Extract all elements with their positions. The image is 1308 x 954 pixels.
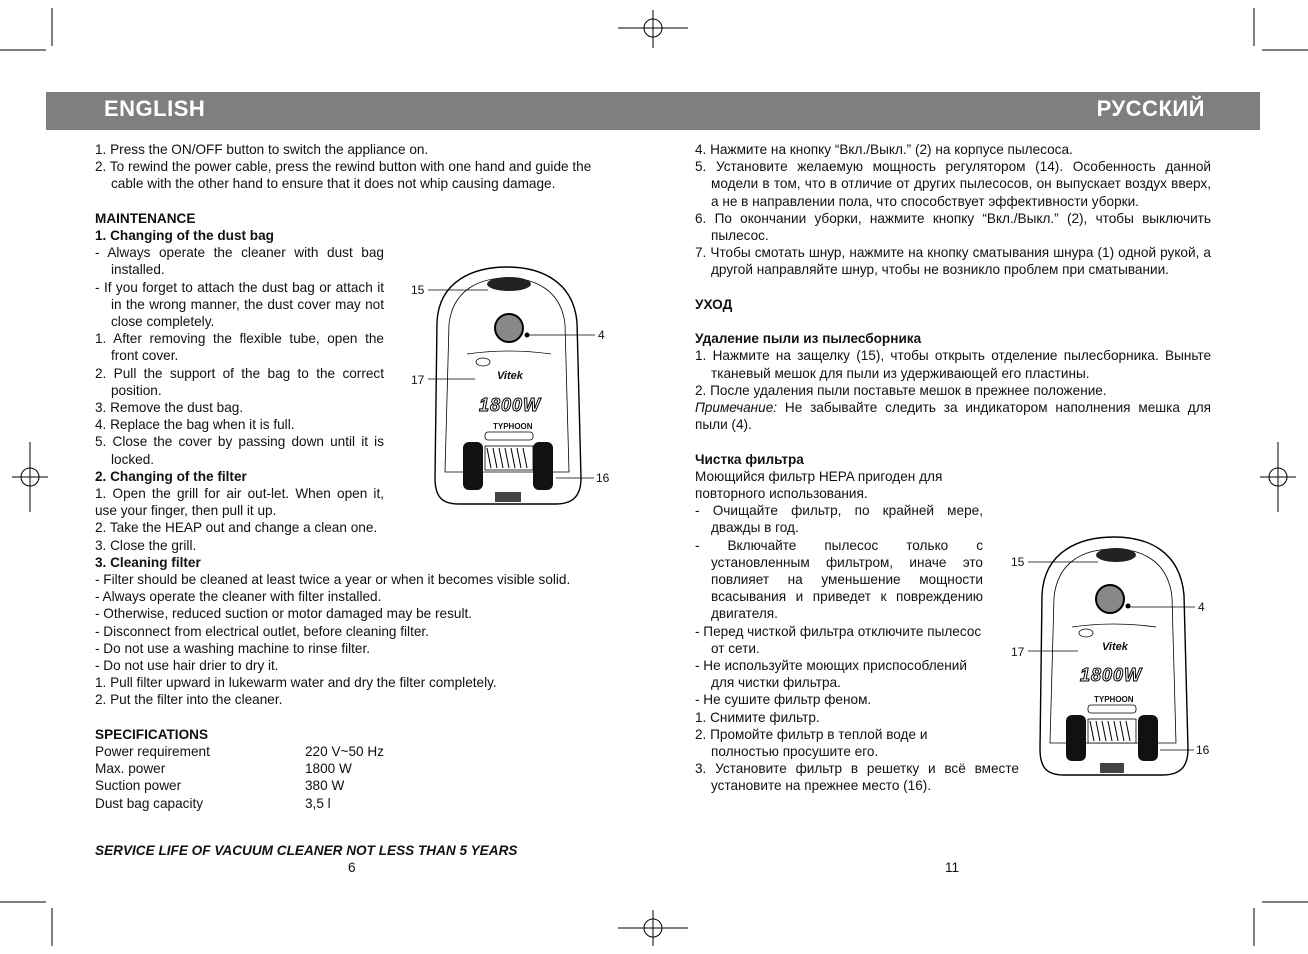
filter-item: 3. Close the grill. (95, 537, 197, 553)
ru-intro: 5. Установите желаемую мощность регулятором (14). Особенность данной модели в том, что в отличие от других пылесосов, он выпускает воздух вверх, а не в направлении пола, что способствует эффективности уборки. (695, 159, 1211, 209)
dustbag-item: 5. Close the cover by passing down until it is locked. (95, 434, 384, 467)
en-intro-1: 1. Press the ON/OFF button to switch the appliance on. (95, 142, 429, 157)
ru-filter-item: - Включайте пылесос только с установленным фильтром, иначе это повлияет на уменьшение мощности всасывания и приведет к повреждению двигателя. (695, 537, 983, 622)
dust-heading: Удаление пыли из пылесборника (695, 331, 922, 347)
spec-label: Max. power (95, 761, 166, 777)
cleaning-item: - Otherwise, reduced suction or motor damaged may be result. (95, 606, 473, 622)
ru-filter-heading: Чистка фильтра (695, 451, 804, 467)
callout-4: 4 (1198, 600, 1205, 614)
service-life-note: SERVICE LIFE OF VACUUM CLEANER NOT LESS THAN 5 YEARS (95, 843, 518, 858)
spec-label: Suction power (95, 778, 182, 794)
ru-filter-item: - Перед чисткой фильтра отключите пылесос от сети. (695, 623, 982, 656)
dustbag-item: 2. Pull the support of the bag to the correct position. (95, 365, 384, 398)
page-number-right: 11 (945, 860, 960, 875)
header-russian: РУССКИЙ (1096, 96, 1205, 121)
cleaning-item: - Do not use a washing machine to rinse filter. (95, 640, 371, 656)
dustbag-item: 4. Replace the bag when it is full. (95, 417, 295, 433)
ru-filter-item: 1. Снимите фильтр. (695, 709, 820, 725)
model-label: TYPHOON (493, 422, 533, 431)
ru-filter-item: - Не сушите фильтр феном. (695, 692, 872, 708)
page-number-left: 6 (348, 860, 356, 875)
callout-16: 16 (596, 471, 610, 485)
ru-intro: 4. Нажмите на кнопку “Вкл./Выкл.” (2) на корпусе пылесоса. (695, 142, 1073, 157)
filter-heading: 2. Changing of the filter (95, 468, 247, 484)
cleaning-item: 2. Put the filter into the cleaner. (95, 692, 283, 708)
spec-label: Power requirement (95, 744, 210, 760)
cleaning-item: 1. Pull filter upward in lukewarm water and dry the filter completely. (95, 675, 497, 691)
filter-item: 1. Open the grill for air out-let. When open it, use your finger, then pull it up. (95, 486, 384, 519)
brand-logo: Vitek (1102, 641, 1128, 653)
spec-value: 380 W (305, 778, 345, 794)
spec-value: 220 V~50 Hz (305, 744, 384, 760)
callout-4: 4 (598, 328, 605, 342)
power-label: 1800W (479, 395, 542, 415)
dust-item: 1. Нажмите на защелку (15), чтобы открыть отделение пылесборника. Выньте тканевый мешок для пыли из удерживающей его пластины. (695, 348, 1211, 381)
cleaning-heading: 3. Cleaning filter (95, 554, 201, 570)
ru-filter-intro: Моющийся фильтр HEPA пригоден для повторного использования. (695, 468, 943, 502)
callout-17: 17 (1011, 645, 1025, 659)
filter-item: 2. Take the HEAP out and change a clean one. (95, 520, 378, 536)
cleaning-item: - Disconnect from electrical outlet, before cleaning filter. (95, 623, 429, 639)
power-label: 1800W (1080, 665, 1143, 685)
en-intro-2: 2. To rewind the power cable, press the rewind button with one hand and guide the cable with the other hand to ensure that it does not whip causing damage. (95, 159, 592, 192)
maintenance-heading: MAINTENANCE (95, 210, 196, 226)
header-english: ENGLISH (104, 96, 206, 121)
ru-intro: 6. По окончании уборки, нажмите кнопку “Вкл./Выкл.” (2), чтобы выключить пылесос. (695, 210, 1211, 244)
cleaning-item: - Filter should be cleaned at least twice a year or when it becomes visible solid. (95, 572, 571, 588)
dustbag-item: - If you forget to attach the dust bag or attach it in the wrong manner, the dust cover may not close completely. (95, 279, 384, 330)
ru-filter-item: - Очищайте фильтр, по крайней мере, дважды в год. (695, 503, 983, 536)
model-label: TYPHOON (1094, 695, 1134, 704)
cleaning-item: - Always operate the cleaner with filter installed. (95, 589, 382, 605)
specs-heading: SPECIFICATIONS (95, 726, 209, 742)
callout-15: 15 (1011, 555, 1025, 569)
spec-label: Dust bag capacity (95, 795, 204, 811)
note-label: Примечание: (695, 400, 778, 416)
brand-logo: Vitek (497, 370, 523, 382)
ru-intro: 7. Чтобы смотать шнур, нажмите на кнопку сматывания шнура (1) одной рукой, а другой направляйте шнур, чтобы не возникло проблем при сматывании. (695, 245, 1211, 278)
spec-value: 3,5 l (305, 795, 331, 811)
ru-filter-item: 2. Промойте фильтр в теплой воде и полностью просушите его. (695, 726, 928, 760)
dustbag-heading: 1. Changing of the dust bag (95, 228, 274, 243)
dustbag-item: - Always operate the cleaner with dust bag installed. (95, 245, 384, 278)
care-heading: УХОД (695, 296, 733, 312)
callout-17: 17 (411, 373, 425, 387)
callout-15: 15 (411, 283, 425, 297)
spec-value: 1800 W (305, 761, 352, 777)
ru-filter-item: - Не используйте моющих приспособлений для чистки фильтра. (695, 658, 967, 691)
dustbag-item: 3. Remove the dust bag. (95, 400, 244, 416)
callout-16: 16 (1196, 743, 1210, 757)
cleaning-item: - Do not use hair drier to dry it. (95, 658, 279, 674)
dustbag-item: 1. After removing the flexible tube, open the front cover. (95, 331, 384, 364)
ru-filter-item: 3. Установите фильтр в решетку и всё вместе установите на прежнее место (16). (695, 761, 1019, 794)
note-text: Не забывайте следить за индикатором наполнения мешка для пыли (4). (695, 400, 1211, 433)
dust-item: 2. После удаления пыли поставьте мешок в прежнее положение. (695, 382, 1107, 398)
